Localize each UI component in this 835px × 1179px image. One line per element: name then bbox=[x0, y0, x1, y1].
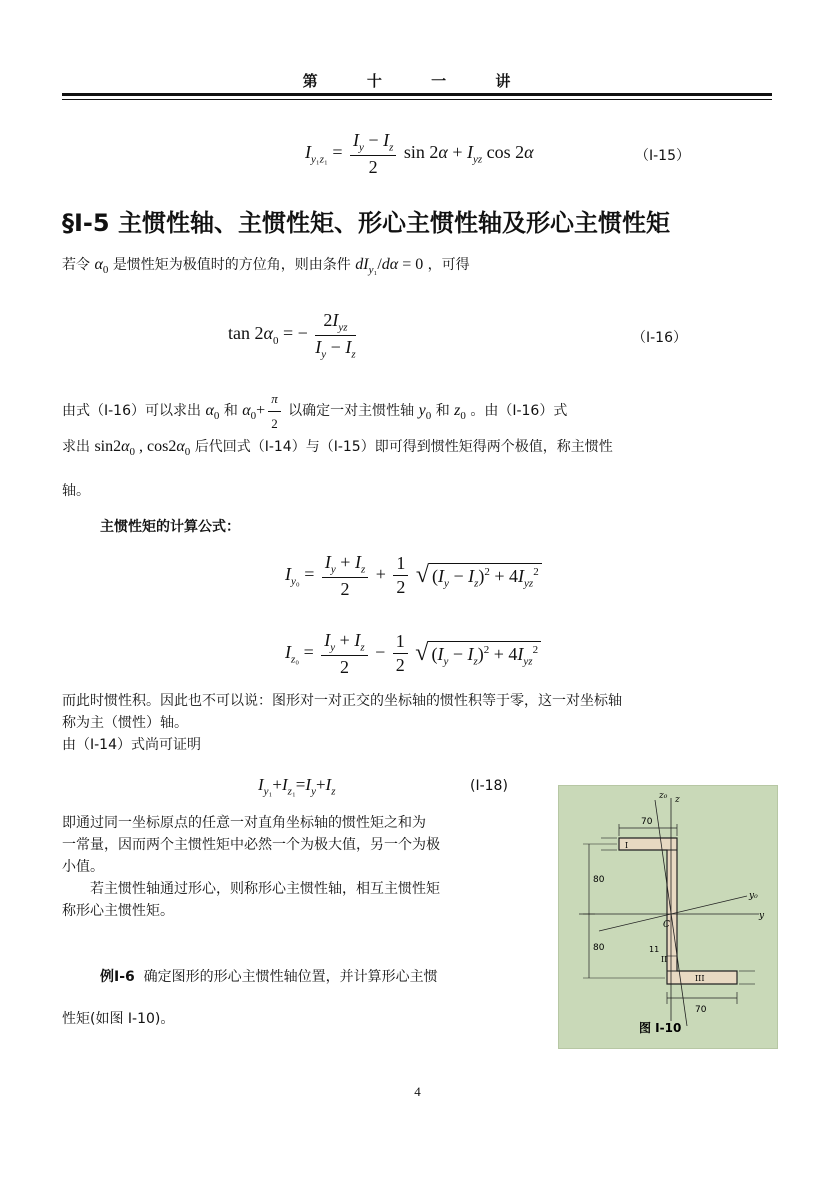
axis-z-label: z bbox=[675, 795, 680, 805]
formula-heading: 主惯性矩的计算公式： bbox=[100, 519, 240, 535]
page-number: 4 bbox=[414, 1084, 421, 1099]
axis-z0-label: z₀ bbox=[659, 791, 668, 801]
z-section-diagram bbox=[559, 786, 777, 1048]
equation-number-i18: (I-18) bbox=[470, 778, 508, 794]
part-ii-label: II bbox=[661, 955, 668, 964]
dim-left-lower-label: 80 bbox=[593, 943, 605, 953]
header-rule-thick bbox=[62, 93, 772, 96]
example-line2: 性矩(如图 I-10)。 bbox=[62, 1011, 175, 1027]
thickness-label: 11 bbox=[649, 945, 660, 954]
figure-i10 bbox=[558, 785, 778, 1049]
axis-y0-label: y₀ bbox=[749, 891, 758, 901]
equation-number-i15: （Ⅰ-15） bbox=[635, 148, 690, 164]
lecture-header: 第 十 一 讲 bbox=[302, 72, 533, 90]
paragraph-principal-axes: 由式（Ⅰ-16）可以求出 $\alpha_0$ 和 $\alpha_0+$ $\frac{\pi}{2}$ 以确定一对主惯性轴 $y_0$ 和 $z_0$ 。由（I-16）式 bbox=[62, 388, 782, 435]
dim-top-label: 70 bbox=[641, 817, 653, 827]
centroid-label: C bbox=[663, 920, 670, 930]
equation-i16: $\tan 2\alpha_0$ = − $\frac{2I_{yz}}{I_y - I_z}$ bbox=[228, 310, 356, 361]
axis-y-label: y bbox=[759, 911, 765, 921]
figure-caption: 图 I-10 bbox=[639, 1021, 682, 1035]
dim-bottom-label: 70 bbox=[695, 1005, 707, 1015]
paragraph-condition: 若令 $\alpha_0$ 是惯性矩为极值时的方位角，则由条件 $dI_{y_1}/d\alpha = 0$ ，可得 bbox=[62, 256, 470, 277]
paragraph-sum-constant: 即通过同一坐标原点的任意一对直角坐标轴的惯性矩之和为 一常量，因而两个主惯性矩中必然一个为极大值，另一个为极 小值。 若主惯性轴通过形心，则称形心主惯性轴，相互主惯性矩 称形心主惯性矩。 bbox=[62, 815, 440, 919]
header-rule-thin bbox=[62, 99, 772, 100]
dim-left-upper-label: 80 bbox=[593, 875, 605, 885]
section-heading: §Ⅰ-5 主惯性轴、主惯性矩、形心主惯性轴及形心主惯性矩 bbox=[62, 209, 670, 237]
paragraph-principal-axes-2: 求出 $\sin 2\alpha_0$ , $\cos 2\alpha_0$ 后代回式（I-14）与（I-15）即可得到惯性矩得两个极值，称主惯性 bbox=[62, 438, 613, 459]
paragraph-product-inertia: 而此时惯性积。因此也不可以说：图形对一对正交的坐标轴的惯性积等于零，这一对坐标轴 称为主（惯性）轴。 由（I-14）式尚可证明 bbox=[62, 693, 622, 753]
part-i-label: I bbox=[625, 841, 629, 850]
equation-number-i16: （Ⅰ-16） bbox=[632, 330, 687, 346]
equation-iz0: $I_{z_0}$ = $\frac{I_y + I_z}{2}$ − $\frac{1}{2}$ √ $(I_y - I_z)^2 + 4I_{yz}^2$ bbox=[285, 630, 541, 678]
paragraph-principal-axes-3: 轴。 bbox=[62, 483, 90, 499]
example-line1: 例Ⅰ-6 确定图形的形心主惯性轴位置，并计算形心主惯 bbox=[100, 969, 438, 985]
equation-i15: $I_{y_1z_1}$ = $\frac{I_y - I_z}{2}$ $\sin 2\alpha + I_{yz}$ cos 2α bbox=[305, 130, 534, 177]
part-iii-label: III bbox=[695, 974, 705, 983]
equation-iy0: $I_{y_0}$ = $\frac{I_y + I_z}{2}$ + $\frac{1}{2}$ √ $(I_y - I_z)^2 + 4I_{yz}^2$ bbox=[285, 552, 542, 600]
equation-i18: $I_{y_1}+I_{z_1}=I_y+I_z$ bbox=[258, 775, 336, 798]
